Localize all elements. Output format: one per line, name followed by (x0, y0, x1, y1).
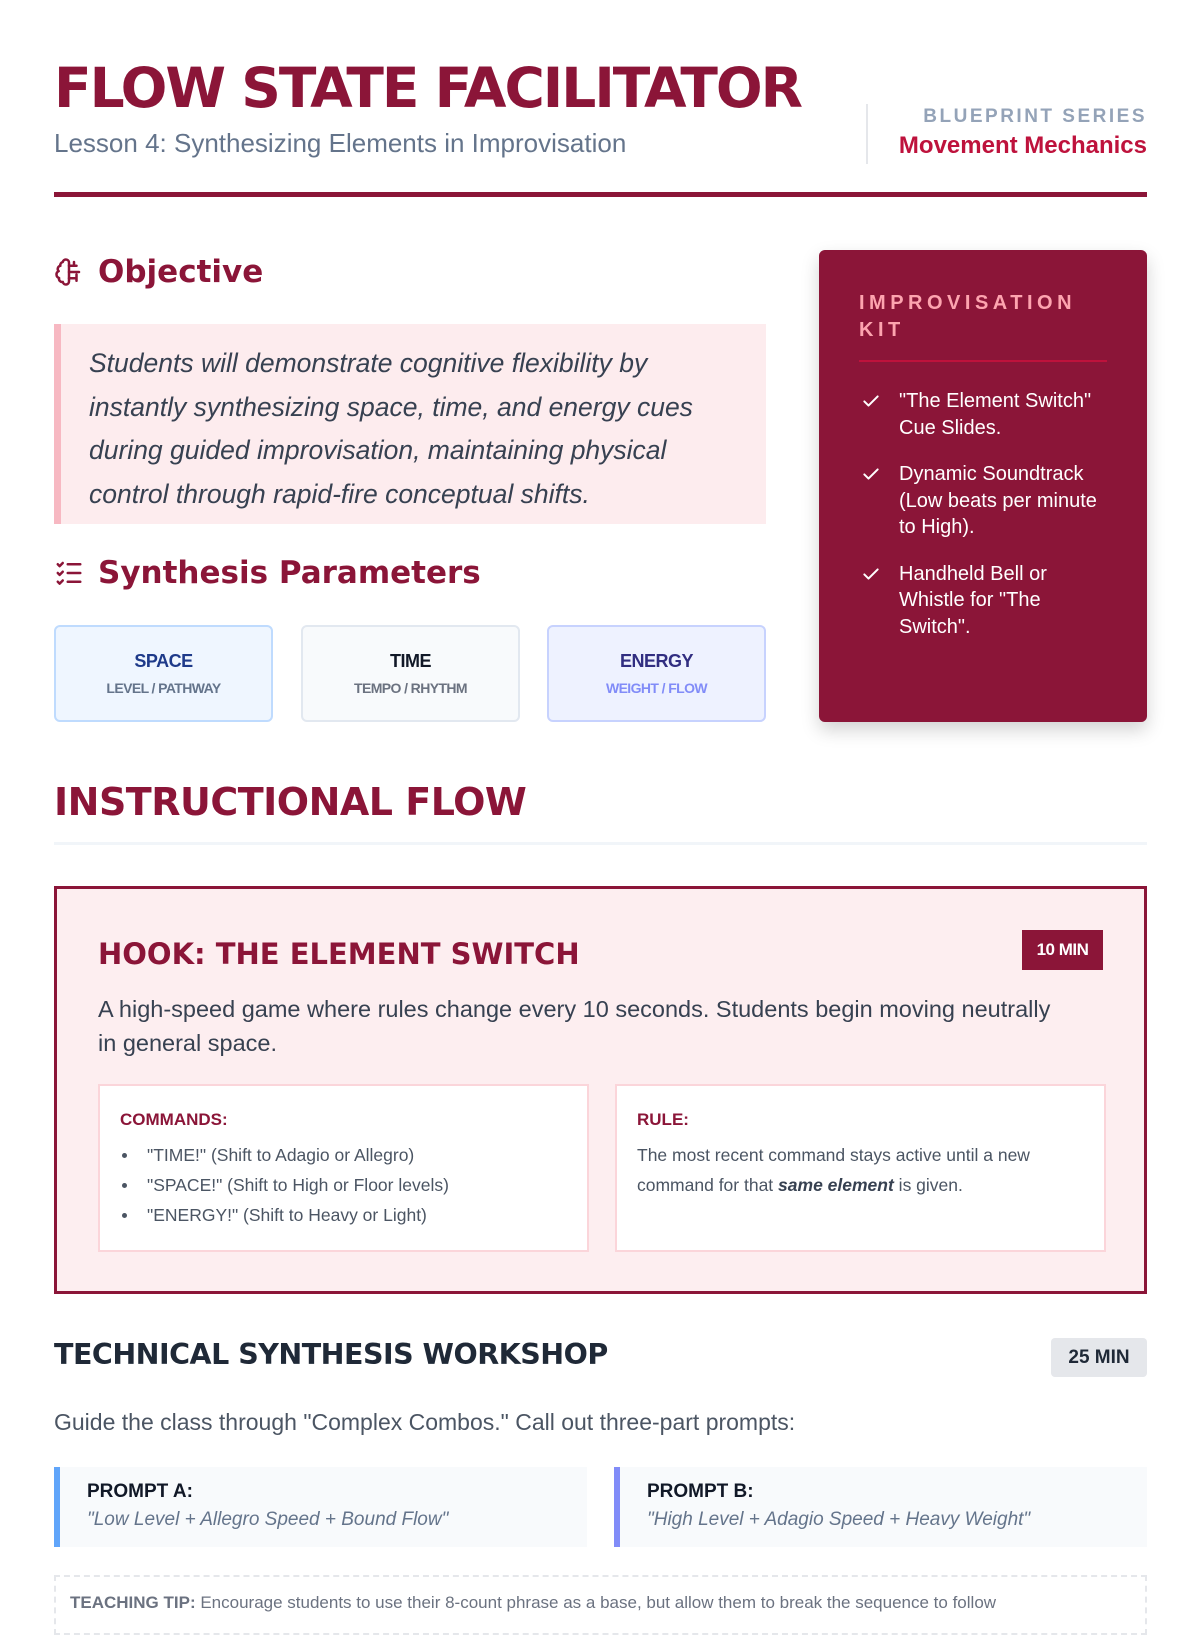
param-space (54, 625, 273, 722)
command-item: "ENERGY!" (Shift to Heavy or Light) (120, 1200, 567, 1230)
param-energy (547, 625, 766, 722)
param-sub: LEVEL / PATHWAY (106, 680, 221, 696)
list-check-icon (54, 558, 84, 588)
workshop-duration-badge: 25 MIN (1051, 1338, 1147, 1377)
lesson-page (54, 0, 1147, 1612)
param-name: ENERGY (619, 651, 694, 671)
objective-text: Students will demonstrate cognitive flexibility by instantly synthesizing space, time, and energy cues during guided improvisation, maintaining physical control through rapid-fire conceptual shifts. (89, 348, 693, 509)
rule-text (637, 1140, 1084, 1200)
param-sub: WEIGHT / FLOW (605, 680, 708, 696)
tip-label: TEACHING TIP: (70, 1593, 196, 1612)
improvisation-kit (819, 250, 1147, 722)
commands-list (120, 1140, 567, 1230)
series-label: BLUEPRINT SERIES (923, 106, 1147, 127)
objective-heading (54, 254, 263, 290)
objective-box (54, 324, 766, 524)
commands-card (98, 1084, 589, 1252)
check-icon (861, 564, 881, 584)
command-item: "SPACE!" (Shift to High or Floor levels) (120, 1170, 567, 1200)
synthesis-heading (54, 555, 481, 591)
rule-text-start: The most recent command stays active until a new command for that (637, 1145, 1030, 1195)
param-sub: TEMPO / RHYTHM (354, 680, 467, 696)
kit-divider (859, 360, 1107, 362)
hook-description: A high-speed game where rules change every 10 seconds. Students begin moving neutrally in general space. (98, 996, 1051, 1056)
rule-emphasis: same element (778, 1175, 894, 1195)
flow-divider (54, 842, 1147, 845)
kit-list (859, 388, 1107, 640)
header-divider (866, 104, 868, 164)
page-subtitle: Lesson 4: Synthesizing Elements in Improvisation (54, 128, 627, 158)
synthesis-parameters (54, 625, 766, 722)
hook-duration-badge: 10 MIN (1022, 930, 1103, 970)
kit-item-text: Handheld Bell or Whistle for "The Switch". (899, 562, 1047, 638)
check-icon (861, 464, 881, 484)
header (54, 0, 1147, 197)
synthesis-heading-text: Synthesis Parameters (98, 555, 481, 591)
prompt-b-card (614, 1467, 1147, 1547)
param-name: TIME (390, 651, 431, 671)
kit-item (859, 388, 1107, 441)
series-name: Movement Mechanics (898, 132, 1147, 159)
kit-item (859, 461, 1107, 541)
workshop-title: TECHNICAL SYNTHESIS WORKSHOP (54, 1338, 608, 1371)
param-name: SPACE (134, 651, 193, 671)
check-icon (861, 391, 881, 411)
rule-text-end: is given. (893, 1175, 963, 1195)
commands-label: COMMANDS: (120, 1110, 228, 1129)
instructional-flow-heading: INSTRUCTIONAL FLOW (54, 780, 527, 824)
kit-item (859, 561, 1107, 641)
kit-item-text: "The Element Switch" Cue Slides. (899, 390, 1092, 439)
workshop-description: Guide the class through "Complex Combos." Call out three-part prompts: (54, 1409, 796, 1435)
prompt-text: "High Level + Adagio Speed + Heavy Weight" (647, 1509, 1031, 1530)
prompt-text: "Low Level + Allegro Speed + Bound Flow" (87, 1509, 449, 1530)
rule-card (615, 1084, 1106, 1252)
tip-text: Encourage students to use their 8-count phrase as a base, but allow them to break the sequence to follow (195, 1593, 997, 1612)
brain-icon (54, 257, 84, 287)
hook-section (54, 886, 1147, 1294)
param-time (301, 625, 520, 722)
command-item: "TIME!" (Shift to Adagio or Allegro) (120, 1140, 567, 1170)
hook-title: HOOK: THE ELEMENT SWITCH (98, 937, 580, 971)
prompt-a-card (54, 1467, 587, 1547)
objective-heading-text: Objective (98, 254, 264, 290)
kit-title: IMPROVISATION KIT (859, 292, 1077, 341)
rule-label: RULE: (637, 1110, 689, 1129)
prompt-label: PROMPT B: (647, 1481, 754, 1502)
prompt-label: PROMPT A: (87, 1481, 193, 1502)
page-title: FLOW STATE FACILITATOR (54, 56, 801, 120)
teaching-tip (54, 1575, 1147, 1635)
kit-item-text: Dynamic Soundtrack (Low beats per minute to High). (899, 463, 1097, 538)
